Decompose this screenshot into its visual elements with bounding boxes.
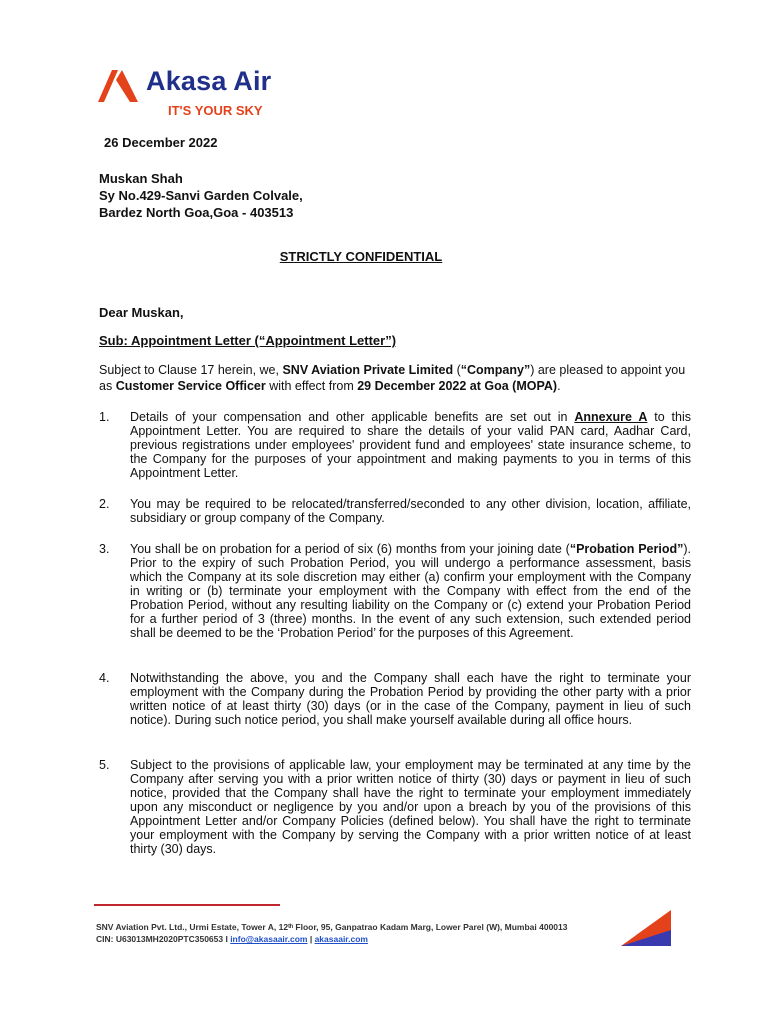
company-short-name: “Company” bbox=[460, 363, 531, 377]
recipient-name: Muskan Shah bbox=[99, 171, 183, 186]
subject-line: Sub: Appointment Letter (“Appointment Letter”) bbox=[99, 333, 397, 348]
clause-text: Subject to the provisions of applicable law, your employment may be terminated at any time by the Company after serving you with a prior written notice of thirty (30) days or payment in lieu of such notice, provided that the Company shall have the right to terminate your employment immediately upon any misconduct or negligence by you and/or upon a breach by you of the provisions of this Appointment Letter and/or Company Policies (defined below). You shall have the right to terminate your employment with the Company by serving the Company with a prior written notice of at least thirty (30) days. bbox=[130, 758, 691, 856]
confidential-heading: STRICTLY CONFIDENTIAL bbox=[279, 249, 443, 264]
intro-paragraph: Subject to Clause 17 herein, we, SNV Aviation Private Limited (“Company”) are pleased to appoint you as Customer Service Officer with effect from 29 December 2022 at Goa (MOPA). bbox=[99, 363, 686, 393]
footer-divider bbox=[94, 904, 280, 906]
clause-2 bbox=[99, 497, 691, 525]
clause-text: You shall be on probation for a period of six (6) months from your joining date (“Probation Period”). Prior to the expiry of such Probation Period, you will undergo a performance assessment, basis which the Company at its sole discretion may either (a) confirm your employment with the Company in writing or (b) terminate your employment with the Company with effect from the end of the Probation Period, without any resulting liability on the Company or (c) extend your Probation Period for a further period of 3 (three) months. In the event of any such extension, such extended period shall be deemed to be the ‘Probation Period’ for the purposes of this Agreement. bbox=[130, 542, 691, 640]
footer-website-link[interactable]: akasaair.com bbox=[314, 934, 368, 944]
address-line-2: Bardez North Goa,Goa - 403513 bbox=[99, 205, 294, 220]
probation-term: “Probation Period” bbox=[569, 542, 684, 556]
clause-number: 2. bbox=[99, 497, 110, 511]
company-logo bbox=[96, 64, 296, 124]
footer-brand-mark-icon bbox=[617, 906, 675, 950]
brand-tagline: IT'S YOUR SKY bbox=[168, 103, 263, 118]
company-name: SNV Aviation Private Limited bbox=[282, 363, 454, 377]
address-line-1: Sy No.429-Sanvi Garden Colvale, bbox=[99, 188, 303, 203]
annexure-reference: Annexure A bbox=[574, 410, 648, 424]
role-title: Customer Service Officer bbox=[115, 379, 266, 393]
clause-number: 1. bbox=[99, 410, 110, 424]
clause-number: 5. bbox=[99, 758, 110, 772]
clause-number: 4. bbox=[99, 671, 110, 685]
clause-number: 3. bbox=[99, 542, 110, 556]
brand-name: Akasa Air bbox=[146, 66, 272, 96]
clause-5 bbox=[99, 758, 691, 856]
salutation: Dear Muskan, bbox=[99, 305, 184, 320]
clause-text: Notwithstanding the above, you and the Company shall each have the right to terminate your employment with the Company during the Probation Period by providing the other party with a prior written notice of at least thirty (30) days (or in the case of the Company, payment in lieu of such notice). During such notice period, you shall make yourself available during all office hours. bbox=[130, 671, 691, 727]
clause-1 bbox=[99, 410, 691, 480]
letter-date: 26 December 2022 bbox=[104, 135, 218, 150]
recipient-address bbox=[99, 170, 303, 221]
footer-contact: CIN: U63013MH2020PTC350653 I info@akasaair.com | akasaair.com bbox=[96, 934, 368, 944]
clause-3 bbox=[99, 542, 691, 640]
clause-text: You may be required to be relocated/transferred/seconded to any other division, location, affiliate, subsidiary or group company of the Company. bbox=[130, 497, 691, 525]
akasa-logo-icon bbox=[96, 66, 140, 104]
footer-address: SNV Aviation Pvt. Ltd., Urmi Estate, Tower A, 12ᵗʰ Floor, 95, Ganpatrao Kadam Marg, Lower Parel (W), Mumbai 400013 bbox=[96, 922, 568, 932]
footer-email-link[interactable]: info@akasaair.com bbox=[230, 934, 308, 944]
effective-date: 29 December 2022 at Goa (MOPA) bbox=[357, 379, 558, 393]
footer-cin: CIN: U63013MH2020PTC350653 I bbox=[96, 934, 231, 944]
clause-text: Details of your compensation and other applicable benefits are set out in Annexure A to this Appointment Letter. You are required to share the details of your valid PAN card, Aadhar Card, previous registrations under employees' provident fund and employees' state insurance scheme, to the Company for the purposes of your appointment and making payments to you in terms of this Appointment Letter. bbox=[130, 410, 691, 480]
clause-4 bbox=[99, 671, 691, 727]
